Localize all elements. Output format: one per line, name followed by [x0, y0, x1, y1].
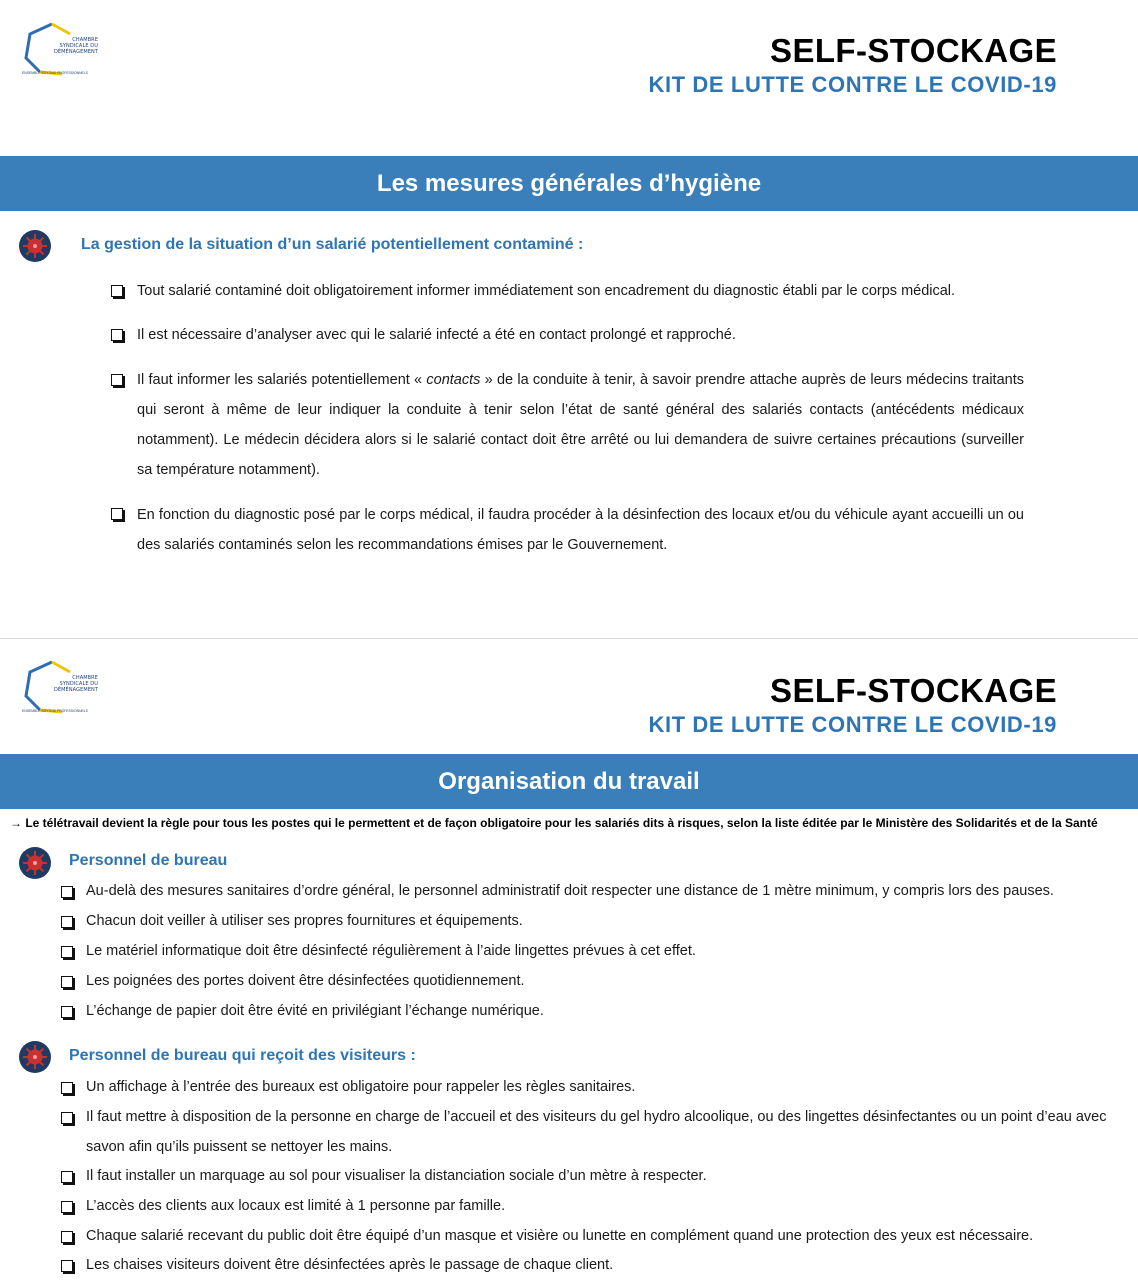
- checkbox-bullet-icon: [111, 374, 123, 386]
- checkbox-bullet-icon: [61, 916, 73, 928]
- logo-text: CHAMBRE SYNDICALE DU DÉMÉNAGEMENT: [53, 675, 98, 693]
- page-2: CHAMBRE SYNDICALE DU DÉMÉNAGEMENT ENSEMBLE SOYONS PROFESSIONNELS SELF-STOCKAGE KIT DE LUTTE CONTRE LE COVID-19 Organisation du travail → Le télétravail devient la règle pour tous les postes qui le permettent et de façon obligatoire pour les salariés dits à risques, selon la liste éditée par le Ministère des Solidarités et de la Santé Personnel de bureau Au-delà des mesures sanitaires d’ordre général, le personnel administratif doit respecter une distance de 1 mètre minimum, y compris lors des pauses. Chacun doit veiller à utiliser ses propres fournitures et équipements. Le matériel informatique doit être désinfecté régulièrement à l’aide lingettes prévues à cet effet. Les poignées des portes doivent être désinfectées quotidiennement. L’échange de papier doit être évité en privilégiant l’échange numérique. Personnel de bureau qui reçoit des visiteurs : Un affichage à l’entrée des bureaux est obligatoire pour rappeler les règles sanitaires. Il faut mettre à disposition de la personne en charge de l’accueil et des visiteurs du gel hydro alcoolique, ou des lingettes désinfectantes ou un point d’eau avec savon afin qu’ils puissent se nettoyer les mains. Il faut installer un marquage au sol pour visualiser la distanciation sociale d’un mètre à respecter. L’accès des clients aux locaux est limité à 1 personne par famille. Chaque salarié recevant du public doit être équipé d’un masque et visière ou lunette en complément quand une protection des yeux est nécessaire. Les chaises visiteurs doivent être désinfectées après le passage de chaque client.: [0, 640, 1138, 1280]
- checkbox-bullet-icon: [61, 1201, 73, 1213]
- checkbox-bullet-icon: [61, 1260, 73, 1272]
- virus-icon: [18, 1040, 52, 1074]
- logo-tagline: ENSEMBLE SOYONS PROFESSIONNELS: [22, 71, 88, 75]
- emphasis-contacts: contacts: [426, 372, 481, 388]
- checkbox-bullet-icon: [61, 946, 73, 958]
- section-title: Personnel de bureau: [69, 852, 228, 869]
- checkbox-bullet-icon: [111, 508, 123, 520]
- section-banner: Organisation du travail: [0, 754, 1138, 809]
- doc-subtitle: KIT DE LUTTE CONTRE LE COVID-19: [648, 712, 1057, 737]
- doc-title: SELF-STOCKAGE: [770, 32, 1057, 69]
- checkbox-bullet-icon: [111, 329, 123, 341]
- csd-logo: [22, 22, 102, 82]
- checkbox-bullet-icon: [61, 1082, 73, 1094]
- section-title: La gestion de la situation d’un salarié potentiellement contaminé :: [81, 236, 584, 253]
- checkbox-bullet-icon: [111, 285, 123, 297]
- virus-icon: [18, 229, 52, 263]
- section-banner: Les mesures générales d’hygiène: [0, 156, 1138, 211]
- doc-title: SELF-STOCKAGE: [770, 672, 1057, 709]
- csd-logo: [22, 660, 102, 720]
- teletravail-note: → Le télétravail devient la règle pour tous les postes qui le permettent et de façon obligatoire pour les salariés dits à risques, selon la liste éditée par le Ministère des Solidarités et de la Santé: [10, 816, 1098, 830]
- checkbox-bullet-icon: [61, 1006, 73, 1018]
- checkbox-bullet-icon: [61, 886, 73, 898]
- virus-icon: [18, 846, 52, 880]
- checkbox-bullet-icon: [61, 1231, 73, 1243]
- doc-subtitle: KIT DE LUTTE CONTRE LE COVID-19: [648, 72, 1057, 97]
- checkbox-bullet-icon: [61, 1171, 73, 1183]
- page-divider: [0, 638, 1138, 639]
- checkbox-bullet-icon: [61, 1112, 73, 1124]
- logo-text: CHAMBRE SYNDICALE DU DÉMÉNAGEMENT: [53, 37, 98, 55]
- arrow-right-icon: →: [10, 816, 22, 830]
- checkbox-bullet-icon: [61, 976, 73, 988]
- logo-tagline: ENSEMBLE SOYONS PROFESSIONNELS: [22, 709, 88, 713]
- page-1: CHAMBRE SYNDICALE DU DÉMÉNAGEMENT ENSEMBLE SOYONS PROFESSIONNELS SELF-STOCKAGE KIT DE LUTTE CONTRE LE COVID-19 Les mesures générales d’hygiène La gestion de la situation d’un salarié potentiellement contaminé : Tout salarié contaminé doit obligatoirement informer immédiatement son encadrement du diagnostic établi par le corps médical. Il est nécessaire d’analyser avec qui le salarié infecté a été en contact prolongé et rapproché. Il faut informer les salariés potentiellement « contacts » de la conduite à tenir, à savoir prendre attache auprès de leurs médecins traitants qui seront à même de leur indiquer la conduite à tenir selon l’état de santé général des salariés contacts (antécédents médicaux notamment). Le médecin décidera alors si le salarié contact doit être arrêté ou lui demandera de suivre certaines précautions (surveiller sa température notamment). En fonction du diagnostic posé par le corps médical, il faudra procéder à la désinfection des locaux et/ou du véhicule ayant accueilli un ou des salariés contaminés selon les recommandations émises par le Gouvernement.: [0, 0, 1138, 638]
- section-title: Personnel de bureau qui reçoit des visiteurs :: [69, 1047, 416, 1064]
